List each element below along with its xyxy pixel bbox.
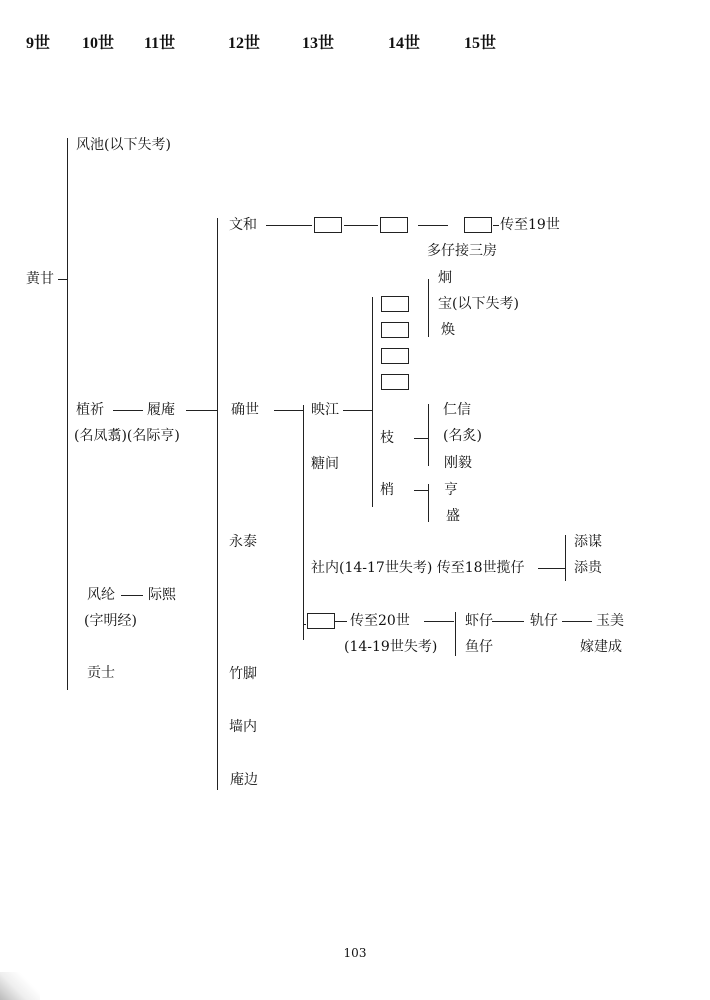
generation-label-12: 12世: [228, 35, 261, 52]
empty-name-box: [464, 217, 492, 233]
person-jiajiancheng: 嫁建成: [580, 639, 622, 655]
vertical-bracket-17: [565, 535, 566, 581]
person-lvan: 履庵: [147, 402, 175, 418]
person-wenhe: 文和: [229, 217, 257, 233]
vertical-bracket-13: [303, 405, 304, 640]
person-fengchi: 风池(以下失考): [76, 137, 171, 153]
person-queshi: 确世: [231, 402, 259, 418]
person-jixi: 际熙: [148, 587, 176, 603]
generation-label-9: 9世: [26, 35, 51, 52]
empty-name-box: [381, 348, 409, 364]
person-yuzai: 鱼仔: [465, 639, 493, 655]
connector-line: [266, 225, 312, 226]
connector-line: [335, 621, 347, 622]
note-fenglun: (字明经): [84, 613, 137, 629]
empty-name-box: [380, 217, 408, 233]
connector-line: [424, 621, 454, 622]
connector-line: [493, 225, 499, 226]
person-fenglun: 风纶: [87, 587, 115, 603]
connector-line: [538, 568, 566, 569]
person-heng: 亨: [444, 482, 458, 498]
person-zhujiao: 竹脚: [229, 666, 257, 682]
generation-label-13: 13世: [302, 35, 335, 52]
person-xiazai: 虾仔: [465, 613, 493, 629]
connector-line: [492, 621, 524, 622]
person-tangjian: 糖间: [311, 456, 339, 472]
person-bao: 宝(以下失考): [438, 296, 519, 312]
scan-shadow: [0, 972, 40, 1000]
vertical-bracket-15c: [428, 484, 429, 522]
person-tianmou: 添谋: [574, 534, 602, 550]
person-huanggan: 黄甘: [26, 271, 54, 287]
connector-line: [186, 410, 218, 411]
connector-line: [113, 410, 143, 411]
vertical-bracket-15b: [428, 404, 429, 466]
person-renxin: 仁信: [443, 402, 471, 418]
vertical-bracket-15a: [428, 279, 429, 337]
empty-name-box: [307, 613, 335, 629]
person-qiangnei: 墙内: [229, 719, 257, 735]
connector-line: [418, 225, 448, 226]
person-sheng: 盛: [446, 508, 460, 524]
wenhe-tail: 传至19世: [500, 217, 560, 233]
generation-label-15: 15世: [464, 35, 497, 52]
person-tiangui: 添贵: [574, 560, 602, 576]
person-yongtai: 永泰: [229, 534, 257, 550]
connector-line: [121, 595, 143, 596]
vertical-bracket-14: [372, 297, 373, 507]
note-wenhe: 多仔接三房: [427, 243, 497, 259]
person-yingjiang: 映江: [311, 402, 339, 418]
connector-line: [343, 410, 373, 411]
page-number: 103: [343, 946, 367, 960]
generation-label-14: 14世: [388, 35, 421, 52]
connector-line: [303, 624, 306, 625]
note-14-19: (14-19世失考): [344, 639, 438, 655]
person-jiong: 炯: [438, 270, 452, 286]
connector-line: [562, 621, 592, 622]
person-yumei: 玉美: [596, 613, 624, 629]
empty-name-box: [381, 296, 409, 312]
empty-name-box: [314, 217, 342, 233]
connector-line: [274, 410, 304, 411]
person-gongshi: 贡士: [87, 665, 115, 681]
person-huan: 焕: [441, 322, 455, 338]
note-mingzhi: (名炙): [443, 428, 482, 444]
empty-name-box: [381, 374, 409, 390]
connector-line: [414, 438, 428, 439]
vertical-bracket-20: [455, 612, 456, 656]
note-zhiqi: (名凤翥)(名际亨): [74, 428, 180, 444]
person-zhi: 枝: [380, 430, 394, 446]
generation-label-11: 11世: [144, 35, 176, 52]
person-pangbian: 庵边: [230, 772, 258, 788]
generation-label-10: 10世: [82, 35, 115, 52]
chuanzhi-20: 传至20世: [350, 613, 410, 629]
connector-line: [414, 490, 428, 491]
shenei-line: 社内(14-17世失考) 传至18世揽仔: [311, 560, 525, 576]
empty-name-box: [381, 322, 409, 338]
connector-line: [344, 225, 378, 226]
person-shao: 梢: [380, 482, 394, 498]
vertical-bracket-10: [67, 138, 68, 690]
vertical-bracket-12: [217, 218, 218, 790]
person-guizai: 轨仔: [530, 613, 558, 629]
person-zhiqi: 植祈: [76, 402, 104, 418]
person-gangyi: 刚毅: [444, 455, 472, 471]
